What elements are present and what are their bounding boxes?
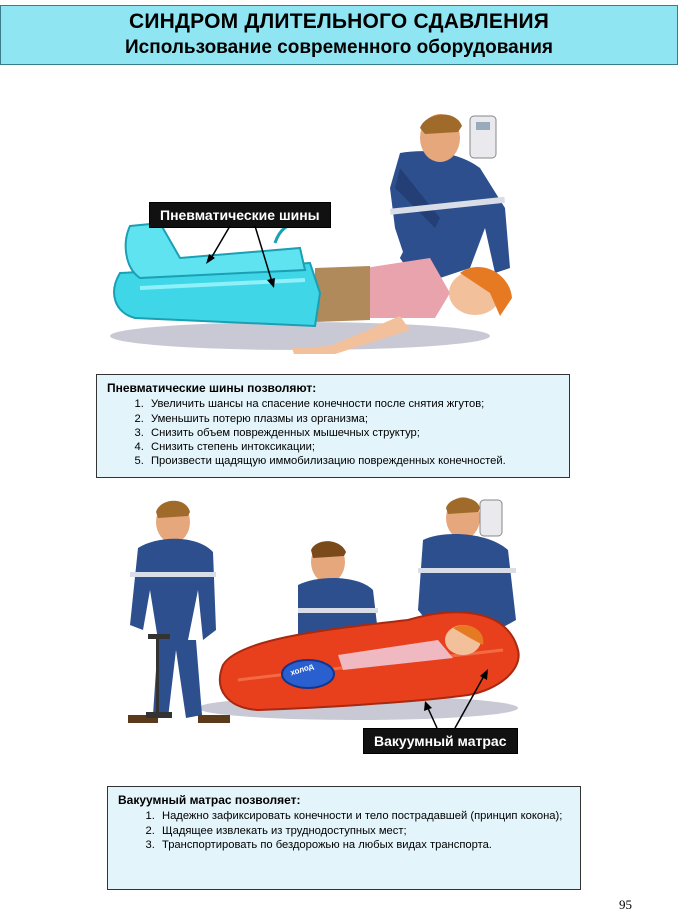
list-item: 3. Транспортировать по бездорожью на любых видах транспорта.	[158, 838, 570, 852]
list-item: 1. Увеличить шансы на спасение конечности после снятия жгутов;	[147, 397, 559, 411]
list-item: 2. Щадящее извлекать из труднодоступных мест;	[158, 824, 570, 838]
pneumatic-splints-info-box	[96, 374, 570, 478]
vacuum-mattress-info-box	[107, 786, 581, 890]
benefits-list	[118, 809, 570, 852]
page-subtitle: Использование современного оборудования	[125, 37, 553, 58]
vacuum-mattress-label: Вакуумный матрас	[363, 728, 518, 754]
info-box-heading: Пневматические шины позволяют:	[107, 381, 317, 395]
cold-pack-label: холод	[289, 661, 315, 678]
benefits-list	[107, 397, 559, 468]
list-item: 4. Снизить степень интоксикации;	[147, 440, 559, 454]
vacuum-mattress-arrows	[415, 668, 495, 730]
page-header	[0, 5, 678, 65]
list-item: 1. Надежно зафиксировать конечности и тело пострадавшей (принцип кокона);	[158, 809, 570, 823]
list-item: 2. Уменьшить потерю плазмы из организма;	[147, 412, 559, 426]
list-item: 3. Снизить объем поврежденных мышечных структур;	[147, 426, 559, 440]
pneumatic-splints-label: Пневматические шины	[149, 202, 331, 228]
pneumatic-splints-illustration	[100, 108, 530, 368]
page-number: 95	[619, 897, 632, 912]
pneumatic-splints-arrows	[200, 224, 290, 294]
list-item: 5. Произвести щадящую иммобилизацию поврежденных конечностей.	[147, 454, 559, 468]
info-box-heading: Вакуумный матрас позволяет:	[118, 793, 301, 807]
page-title: СИНДРОМ ДЛИТЕЛЬНОГО СДАВЛЕНИЯ	[128, 10, 550, 33]
